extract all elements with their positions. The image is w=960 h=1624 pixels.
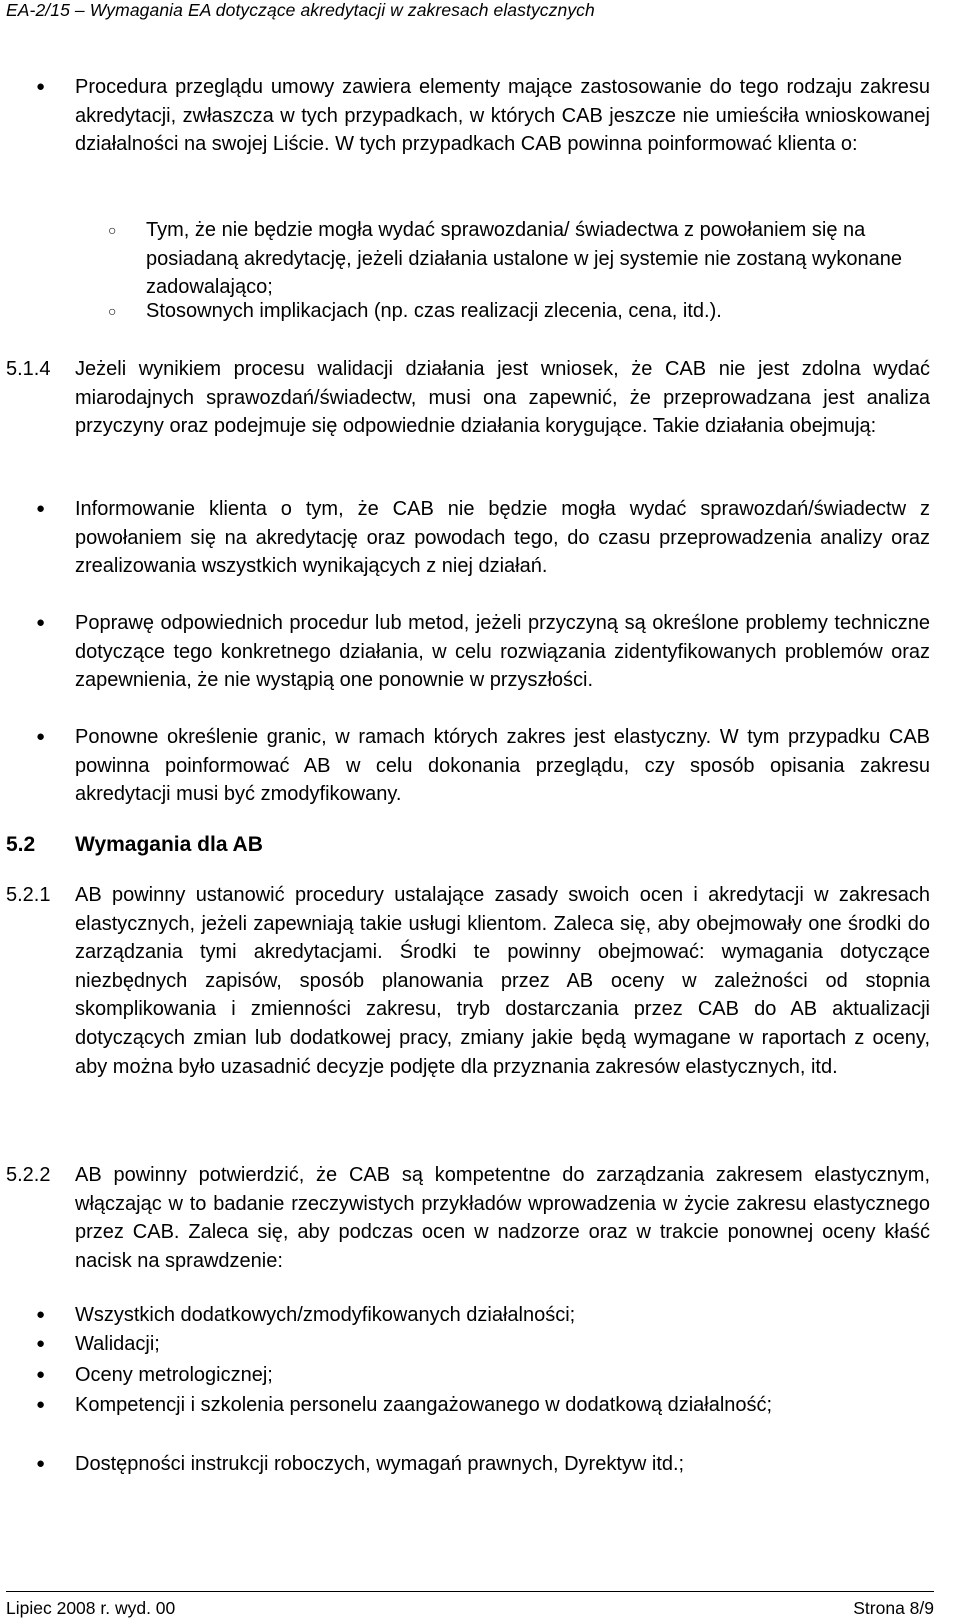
footer-page-number: Strona 8/9 xyxy=(853,1598,934,1618)
list-item: Poprawę odpowiednich procedur lub metod, jeżeli przyczyną są określone problemy techniczne dotyczące tego konkretnego działania, w celu rozwiązania zidentyfikowanych problemów oraz zapewnienia, że nie wystąpią one ponownie w przyszłości. xyxy=(75,612,930,692)
bullet-glyph: ● xyxy=(36,1306,46,1323)
section-heading-title: Wymagania dla AB xyxy=(75,833,263,856)
list-item: Kompetencji i szkolenia personelu zaangażowanego w dodatkową działalność; xyxy=(75,1394,773,1416)
sub-list-item: Tym, że nie będzie mogła wydać sprawozdania/ świadectwa z powołaniem się na posiadaną akredytację, jeżeli działania ustalone w jej systemie nie zostaną wykonane zadowalająco; xyxy=(146,219,902,299)
footer-edition: Lipiec 2008 r. wyd. 00 xyxy=(6,1598,176,1618)
bullet-glyph: ● xyxy=(36,1366,46,1383)
section-paragraph: AB powinny ustanowić procedury ustalające zasady swoich ocen i akredytacji w zakresach elastycznych, jeżeli zapewniają takie usługi klientom. Zaleca się, aby obejmowały one środki do zarządzania tymi akredytacjami. Środki te powinny obejmować: wymagania dotyczące niezbędnych zapisów, sposób planowania przez AB oceny w zależności od stopnia skomplikowania i zmienności zakresu, tryb dostarczania przez CAB do AB aktualizacji dotyczących zmian lub dodatkowej pracy, zmiany jakie będą wymagane w raportach z oceny, aby można było uzasadnić decyzje podjęte dla przyznania zakresów elastycznych, itd. xyxy=(75,884,930,1078)
running-header: EA-2/15 – Wymagania EA dotyczące akredytacji w zakresach elastycznych xyxy=(6,0,595,20)
sub-bullet-glyph: ○ xyxy=(108,303,117,319)
sub-bullet-glyph: ○ xyxy=(108,222,117,238)
bullet-glyph: ● xyxy=(36,78,46,95)
list-item: Walidacji; xyxy=(75,1333,160,1355)
page-footer xyxy=(6,1591,934,1620)
list-item: Procedura przeglądu umowy zawiera elementy mające zastosowanie do tego rodzaju zakresu akredytacji, zwłaszcza w tych przypadkach, w których CAB jeszcze nie umieściła wnioskowanej działalności na swojej Liście. W tych przypadkach CAB powinna poinformować klienta o: xyxy=(75,76,930,156)
section-number: 5.2.1 xyxy=(6,884,51,906)
bullet-glyph: ● xyxy=(36,500,46,517)
list-item: Wszystkich dodatkowych/zmodyfikowanych działalności; xyxy=(75,1304,576,1326)
sub-list-item: Stosownych implikacjach (np. czas realizacji zlecenia, cena, itd.). xyxy=(146,300,722,322)
bullet-glyph: ● xyxy=(36,1455,46,1472)
section-number: 5.2.2 xyxy=(6,1164,51,1186)
list-item: Ponowne określenie granic, w ramach których zakres jest elastyczny. W tym przypadku CAB powinna poinformować AB w celu dokonania przeglądu, czy sposób opisania zakresu akredytacji musi być zmodyfikowany. xyxy=(75,726,930,806)
bullet-glyph: ● xyxy=(36,728,46,745)
bullet-glyph: ● xyxy=(36,614,46,631)
list-item: Informowanie klienta o tym, że CAB nie będzie mogła wydać sprawozdań/świadectw z powołaniem się na akredytację oraz powodach tego, do czasu przeprowadzenia analizy oraz zrealizowania wszystkich wynikających z niej działań. xyxy=(75,498,930,578)
list-item: Dostępności instrukcji roboczych, wymagań prawnych, Dyrektyw itd.; xyxy=(75,1453,685,1475)
section-paragraph: AB powinny potwierdzić, że CAB są kompetentne do zarządzania zakresem elastycznym, włączając w to badanie rzeczywistych przykładów wprowadzenia w życie zakresu elastycznego przez CAB. Zaleca się, aby podczas ocen w nadzorze oraz w trakcie ponownej oceny kłaść nacisk na sprawdzenie: xyxy=(75,1164,930,1272)
section-paragraph: Jeżeli wynikiem procesu walidacji działania jest wniosek, że CAB nie jest zdolna wydać miarodajnych sprawozdań/świadectw, musi ona zapewnić, że przeprowadzana jest analiza przyczyny oraz podejmuje się odpowiednie działania korygujące. Takie działania obejmują: xyxy=(75,358,930,438)
list-item: Oceny metrologicznej; xyxy=(75,1364,273,1386)
bullet-glyph: ● xyxy=(36,1335,46,1352)
section-heading-number: 5.2 xyxy=(6,833,36,856)
bullet-glyph: ● xyxy=(36,1396,46,1413)
section-number: 5.1.4 xyxy=(6,358,51,380)
